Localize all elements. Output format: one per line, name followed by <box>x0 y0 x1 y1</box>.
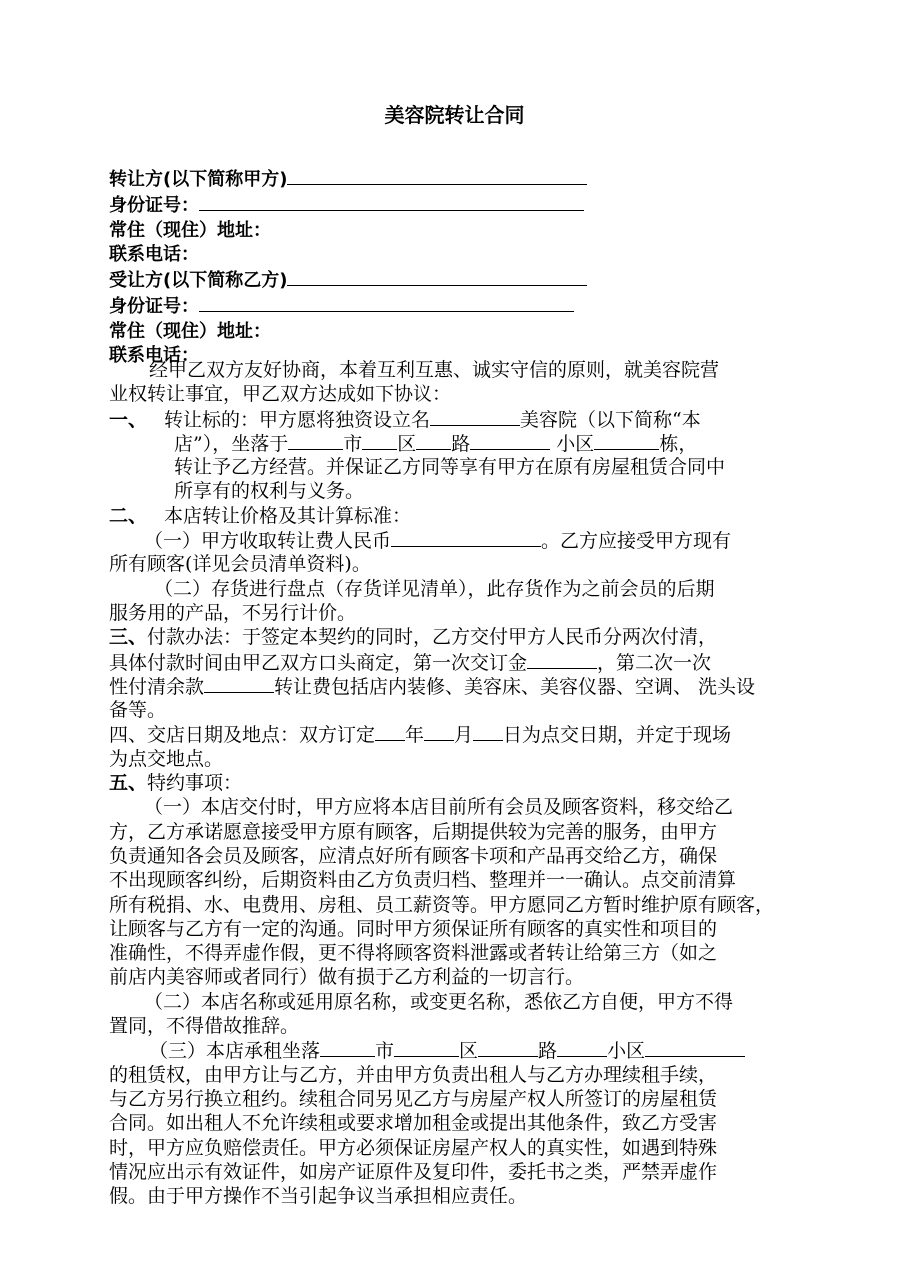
party-b-blank <box>287 267 587 286</box>
section-1-line: 转让予乙方经营。并保证乙方同等享有甲方在原有房屋租赁合同中 <box>174 456 726 479</box>
section-2-heading: 二、 本店转让价格及其计算标准： <box>109 504 412 527</box>
fill-blank <box>424 722 454 741</box>
contract-body <box>109 358 809 1208</box>
section-5-line: 所有税捐、水、电费用、房租、员工薪资等。甲方愿同乙方暂时维护原有顾客， <box>109 893 775 916</box>
fill-blank <box>394 1038 459 1057</box>
party-a-label: 转让方(以下简称甲方) <box>109 169 288 190</box>
section-2-line: （二）存货进行盘点（存货详见清单），此存货作为之前会员的后期 <box>154 577 715 600</box>
section-5-line: 让顾客与乙方有一定的沟通。同时甲方须保证所有顾客的真实性和项目的 <box>109 917 718 940</box>
fill-blank <box>594 431 659 450</box>
fill-blank <box>557 1038 607 1057</box>
fill-blank <box>478 1038 538 1057</box>
section-1-line: 店”），坐落于 市 区 路 小区 栋， <box>174 432 698 455</box>
section-1-line: 所享有的权利与义务。 <box>174 480 365 503</box>
party-a-id-line <box>109 192 809 218</box>
party-b-id-label: 身份证号： <box>109 296 199 318</box>
section-5-line: 情况应出示有效证件，如房产证原件及复印件，委托书之类，严禁弄虚作 <box>109 1160 718 1183</box>
party-a-phone: 联系电话： <box>109 243 199 265</box>
section-5-heading: 五、特约事项： <box>109 772 243 795</box>
section-3-number: 三、 <box>109 626 148 649</box>
fill-blank <box>288 431 343 450</box>
preamble-line: 业权转让事宜，甲乙双方达成如下协议： <box>109 383 452 406</box>
section-5-line: 时，甲方应负赔偿责任。甲方必须保证房屋产权人的真实性，如遇到特殊 <box>109 1136 718 1159</box>
party-info-block <box>109 166 809 368</box>
fill-blank <box>527 650 597 669</box>
section-5-line: 负责通知各会员及顾客，应清点好所有顾客卡项和产品再交给乙方，确保 <box>109 844 718 867</box>
section-3-line: 备等。 <box>109 699 167 722</box>
section-5-line: 合同。如出租人不允许续租或要求增加租金或提出其他条件，致乙方受害 <box>109 1112 718 1135</box>
fill-blank <box>416 431 451 450</box>
party-b-label: 受让方(以下简称乙方) <box>109 270 288 292</box>
section-5-line: （一）本店交付时，甲方应将本店目前所有会员及顾客资料，移交给乙 <box>144 796 734 819</box>
section-5-line: 置同，不得借故推辞。 <box>109 1015 300 1038</box>
section-4-line: 四、交店日期及地点：双方订定 年 月 日为点交日期，并定于现场 <box>109 724 732 747</box>
section-5-line: 与乙方另行换立租约。续租合同另见乙方与房屋产权人所签订的房屋租赁 <box>109 1087 718 1110</box>
section-1-line: 一、 转让标的：甲方愿将独资设立名 美容院（以下简称“本 <box>109 408 701 431</box>
preamble-line: 经甲乙双方友好协商，本着互利互惠、诚实守信的原则，就美容院营 <box>149 359 720 381</box>
document-title: 美容院转让合同 <box>384 103 525 127</box>
section-5-line: 假。由于甲方操作不当引起争议当承担相应责任。 <box>109 1185 528 1208</box>
party-a-address: 常住（现住）地址： <box>109 219 271 241</box>
fill-blank <box>362 431 397 450</box>
party-b-address: 常住（现住）地址： <box>109 320 271 342</box>
party-b-phone: 联系电话： <box>109 345 199 367</box>
party-a-id-blank <box>199 192 584 211</box>
section-5-line: 准确性，不得弄虚作假，更不得将顾客资料泄露或者转让给第三方（如之 <box>109 942 718 965</box>
section-5-line: 的租赁权，由甲方让与乙方，并由甲方负责出租人与乙方办理续租手续， <box>109 1063 718 1086</box>
fill-blank <box>375 722 405 741</box>
section-5-line: 不出现顾客纠纷，后期资料由乙方负责归档、整理并一一确认。点交前清算 <box>109 869 737 892</box>
fill-blank <box>204 674 274 693</box>
party-b-id-blank <box>199 293 574 312</box>
section-5-line: （二）本店名称或延用原名称，或变更名称，悉依乙方自便，甲方不得 <box>144 990 734 1013</box>
section-4-line: 为点交地点。 <box>109 747 224 770</box>
section-5-line: （三）本店承租坐落 市 区 路 小区 <box>109 1038 809 1062</box>
section-2-line: （一）甲方收取转让费人民币 。乙方应接受甲方现有 <box>144 530 732 553</box>
party-a-blank <box>287 166 587 185</box>
fill-blank <box>430 407 520 426</box>
section-5-line: 前店内美容师或者同行）做有损于乙方利益的一切言行。 <box>109 966 585 989</box>
fill-blank <box>391 528 541 547</box>
section-3-line: 具体付款时间由甲乙双方口头商定，第一次交订金 ，第二次一次 <box>109 651 712 674</box>
party-b-line <box>109 267 809 293</box>
section-3-line: 性付清余款 转让费包括店内装修、美容床、美容仪器、空调、 洗头设 <box>109 675 756 698</box>
section-1-number: 一、 <box>109 408 148 431</box>
section-2-line: 服务用的产品，不另行计价。 <box>109 601 357 624</box>
fill-blank <box>473 722 503 741</box>
party-a-line <box>109 166 809 192</box>
section-2-number: 二、 <box>109 504 148 527</box>
fill-blank <box>470 431 550 450</box>
section-3-line: 三、付款办法：于签定本契约的同时，乙方交付甲方人民币分两次付清， <box>109 626 718 649</box>
fill-blank <box>645 1038 745 1057</box>
section-5-line: 方，乙方承诺愿意接受甲方原有顾客，后期提供较为完善的服务，由甲方 <box>109 820 718 843</box>
section-2-line: 所有顾客(详见会员清单资料)。 <box>109 553 371 576</box>
fill-blank <box>320 1038 375 1057</box>
section-5-number: 五、 <box>109 772 148 795</box>
party-a-id-label: 身份证号： <box>109 195 199 217</box>
party-b-id-line <box>109 293 809 319</box>
